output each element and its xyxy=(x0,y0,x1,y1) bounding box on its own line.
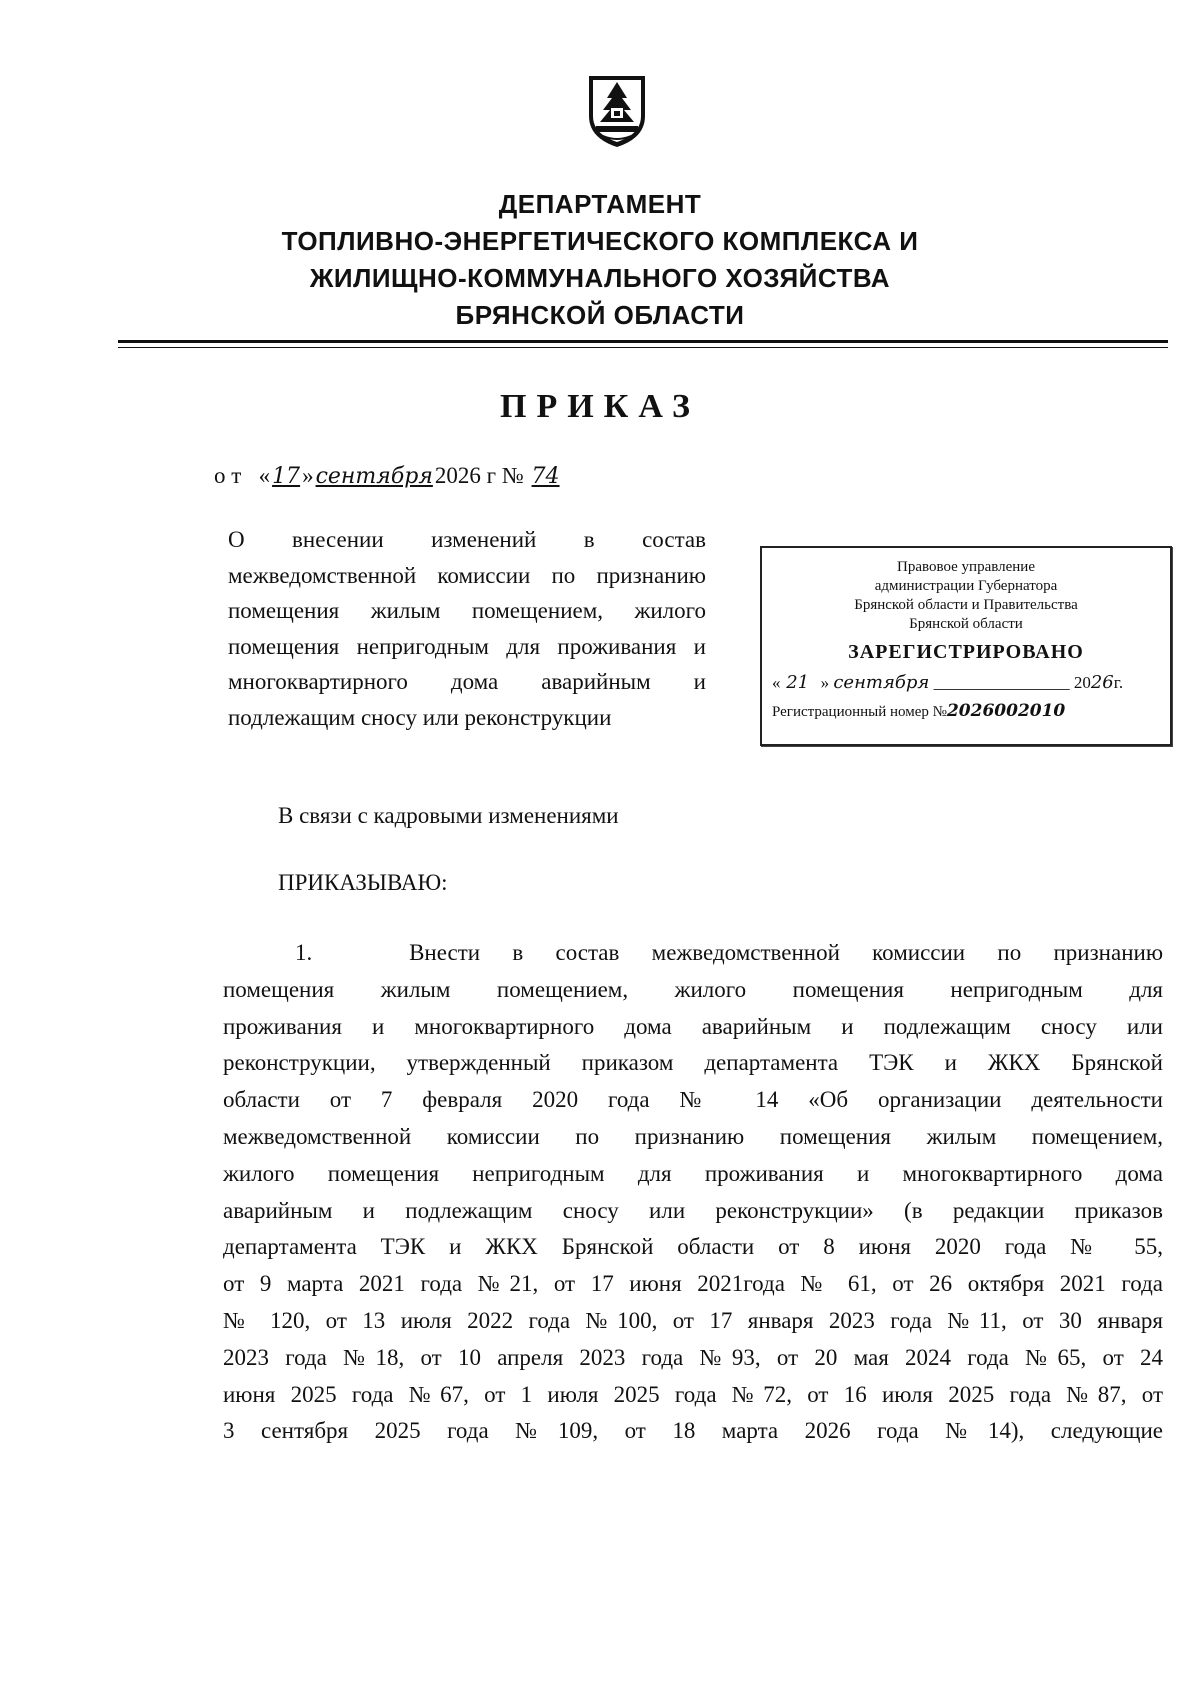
paragraph-line: 2023 года №18, от 10 апреля 2023 года №93, от 20 мая 2024 года №65, от 24 xyxy=(223,1344,1163,1370)
stamp-line: Брянской области xyxy=(909,616,1023,632)
order-word: ПРИКАЗЫВАЮ: xyxy=(278,870,448,895)
stamp-registration xyxy=(762,702,1170,722)
paragraph-1 xyxy=(223,935,1163,1450)
stamp-line: Правовое управление xyxy=(897,559,1035,575)
stamp-date-year-prefix: 20 xyxy=(1073,673,1091,692)
paragraph-line: жилого помещения непригодным для проживания и многоквартирного дома xyxy=(223,1160,1163,1186)
department-header xyxy=(0,186,1200,334)
order-prefix: о т xyxy=(214,463,242,488)
stamp-date-close: » xyxy=(820,673,830,692)
registration-stamp xyxy=(760,546,1172,746)
stamp-reg-number: 2026002010 xyxy=(946,701,1066,721)
order-number: 74 xyxy=(531,464,560,489)
paragraph-line: помещения жилым помещением, жилого помещения непригодным для xyxy=(223,976,1163,1002)
stamp-line: администрации Губернатора xyxy=(874,578,1058,594)
coat-of-arms-icon xyxy=(583,72,651,150)
stamp-date-year-hand: 26 xyxy=(1090,672,1114,693)
order-open-quote: « xyxy=(258,463,271,488)
paragraph-line: области от 7 февраля 2020 года № 14 «Об организации деятельности xyxy=(223,1087,1163,1113)
stamp-date-month: сентября xyxy=(833,672,930,693)
paragraph-line: проживания и многоквартирного дома аварийным и подлежащим сносу или xyxy=(223,1013,1163,1039)
stamp-reg-label: Регистрационный номер № xyxy=(772,704,947,720)
order-year: 2026 г xyxy=(434,463,497,488)
stamp-date-day: 21 xyxy=(786,672,810,693)
paragraph-number: 1. xyxy=(295,940,313,965)
stamp-status: ЗАРЕГИСТРИРОВАНО xyxy=(848,641,1084,663)
reason-text: В связи с кадровыми изменениями xyxy=(278,803,619,828)
order-number-label: № xyxy=(501,463,524,488)
paragraph-1-first-line: 1. Внести в состав межведомственной комиссии по признанию xyxy=(295,940,1163,965)
paragraph-line: департамента ТЭК и ЖКХ Брянской области от 8 июня 2020 года № 55, xyxy=(223,1234,1163,1260)
order-date-number xyxy=(214,463,562,489)
stamp-date-open: « xyxy=(772,673,781,692)
paragraph-line: реконструкции, утвержденный приказом департамента ТЭК и ЖКХ Брянской xyxy=(223,1050,1163,1076)
header-line: ЖИЛИЩНО-КОММУНАЛЬНОГО ХОЗЯЙСТВА xyxy=(309,263,891,293)
stamp-line: Брянской области и Правительства xyxy=(854,597,1078,613)
order-month: сентября xyxy=(315,464,433,489)
order-close-quote: » xyxy=(302,463,314,488)
stamp-date-year-suffix: г. xyxy=(1113,673,1124,692)
paragraph-line: от 9 марта 2021 года №21, от 17 июня 2021года № 61, от 26 октября 2021 года xyxy=(223,1271,1163,1297)
order-day: 17 xyxy=(272,464,301,489)
document-title: ПРИКАЗ xyxy=(500,388,700,425)
header-divider-thin xyxy=(118,347,1168,348)
paragraph-line: аварийным и подлежащим сносу или реконструкции» (в редакции приказов xyxy=(223,1197,1163,1223)
paragraph-line: межведомственной комиссии по признанию помещения жилым помещением, xyxy=(223,1123,1163,1149)
header-line: БРЯНСКОЙ ОБЛАСТИ xyxy=(455,300,745,330)
paragraph-line: 3 сентября 2025 года №109, от 18 марта 2026 года №14), следующие xyxy=(223,1418,1163,1444)
paragraph-line: июня 2025 года №67, от 1 июля 2025 года №72, от 16 июля 2025 года №87, от xyxy=(223,1381,1163,1407)
stamp-date: « 21 » сентября ________________ 2026г. xyxy=(772,672,1124,693)
paragraph-line: № 120, от 13 июля 2022 года №100, от 17 января 2023 года №11, от 30 января xyxy=(223,1307,1163,1333)
header-divider-thick xyxy=(118,340,1168,343)
header-line: ТОПЛИВНО-ЭНЕРГЕТИЧЕСКОГО КОМПЛЕКСА И xyxy=(281,226,919,256)
header-line: ДЕПАРТАМЕНТ xyxy=(498,189,702,219)
order-subject: О внесении изменений в состав межведомственной комиссии по признанию помещения жилым помещением, жилого помещения непригодным для проживания и многоквартирного дома аварийным и подлежащим сносу или реконструкции xyxy=(228,527,706,730)
